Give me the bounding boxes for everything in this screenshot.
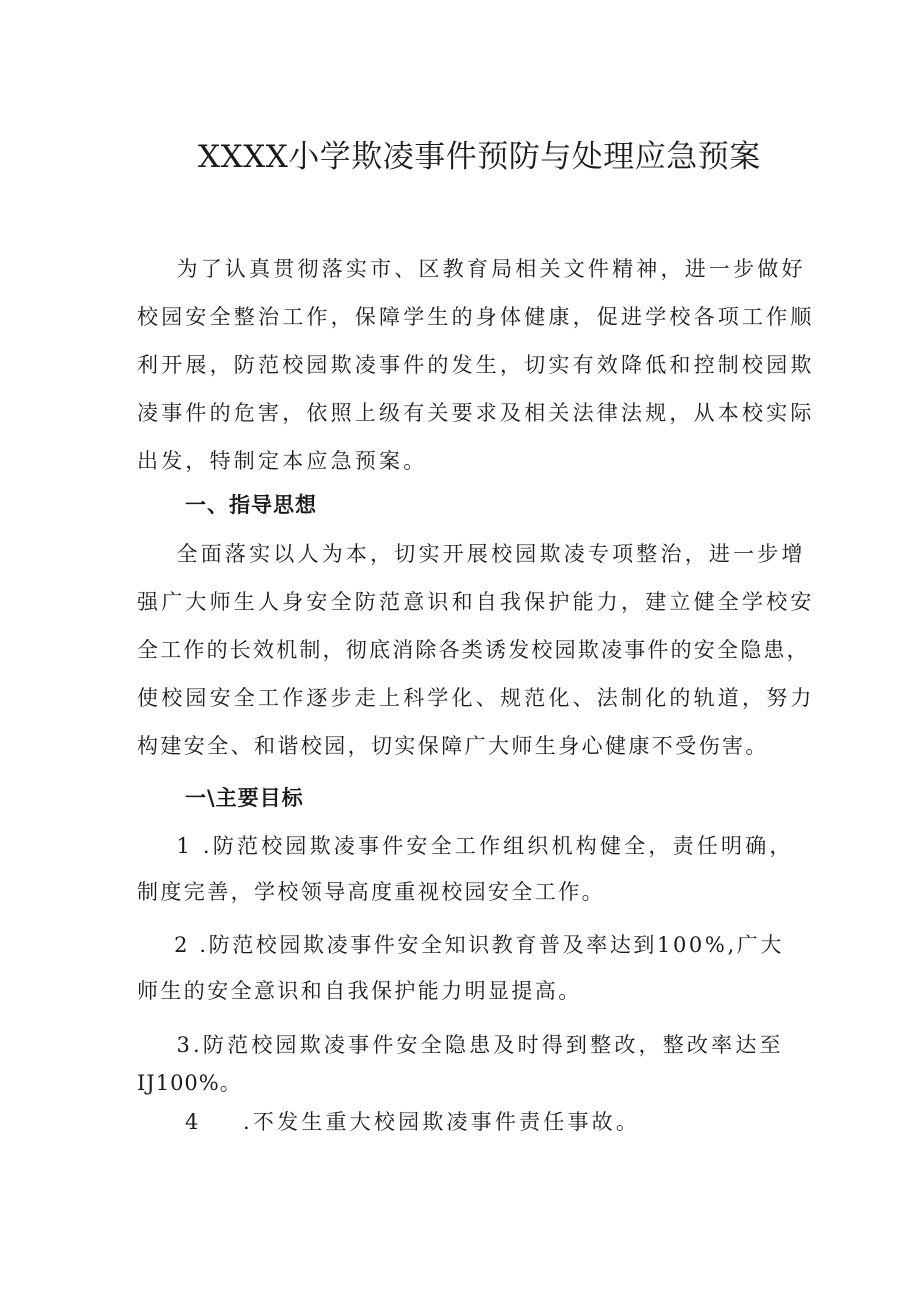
paragraph-line: 构建安全、和谐校园，切实保障广大师生身心健康不受伤害。 — [137, 734, 769, 758]
paragraph-line: 凌事件的危害，依照上级有关要求及相关法律法规，从本校实际 — [137, 401, 815, 425]
paragraph-line: 师生的安全意识和自我保护能力明显提高。 — [137, 979, 582, 1003]
intro-paragraph — [137, 245, 817, 485]
paragraph-line: IJ100%。 — [137, 1071, 242, 1095]
paragraph-line: 制度完善，学校领导高度重视校园安全工作。 — [137, 880, 605, 904]
paragraph-line: 3.防范校园欺凌事件安全隐患及时得到整改，整改率达至 — [137, 1033, 784, 1057]
paragraph-line: 校园安全整治工作，保障学生的身体健康，促进学校各项工作顺 — [137, 305, 815, 329]
paragraph-line: 为了认真贯彻落实市、区教育局相关文件精神，进一步做好 — [137, 257, 806, 281]
paragraph-line: 全工作的长效机制，彻底消除各类诱发校园欺凌事件的安全隐患， — [137, 638, 810, 662]
goal-item-1 — [137, 823, 817, 915]
paragraph-line: 强广大师生人身安全防范意识和自我保护能力，建立健全学校安 — [137, 590, 815, 614]
goal-item-2 — [137, 922, 817, 1014]
paragraph-line: 2 .防范校园欺凌事件安全知识教育普及率达到100%,广大 — [137, 933, 784, 957]
goal-item-number: 4 — [185, 1110, 202, 1134]
guiding-ideology-paragraph — [137, 530, 817, 770]
paragraph-line: 出发，特制定本应急预案。 — [137, 449, 428, 473]
goal-item-text: .不发生重大校园欺凌事件责任事故。 — [243, 1110, 641, 1134]
section-heading-main-goals: 一\主要目标 — [185, 786, 304, 810]
paragraph-line: 1 .防范校园欺凌事件安全工作组织机构健全，责任明确， — [137, 834, 794, 858]
goal-item-3 — [137, 1022, 817, 1098]
goal-item-4 — [185, 1107, 640, 1137]
section-heading-guiding-ideology: 一、指导思想 — [185, 493, 317, 517]
paragraph-line: 全面落实以人为本，切实开展校园欺凌专项整治，进一步增 — [137, 542, 806, 566]
paragraph-line: 利开展，防范校园欺凌事件的发生，切实有效降低和控制校园欺 — [137, 353, 815, 377]
paragraph-line: 使校园安全工作逐步走上科学化、规范化、法制化的轨道，努力 — [137, 686, 815, 710]
document-title: XXXX小学欺凌事件预防与处理应急预案 — [198, 139, 761, 175]
